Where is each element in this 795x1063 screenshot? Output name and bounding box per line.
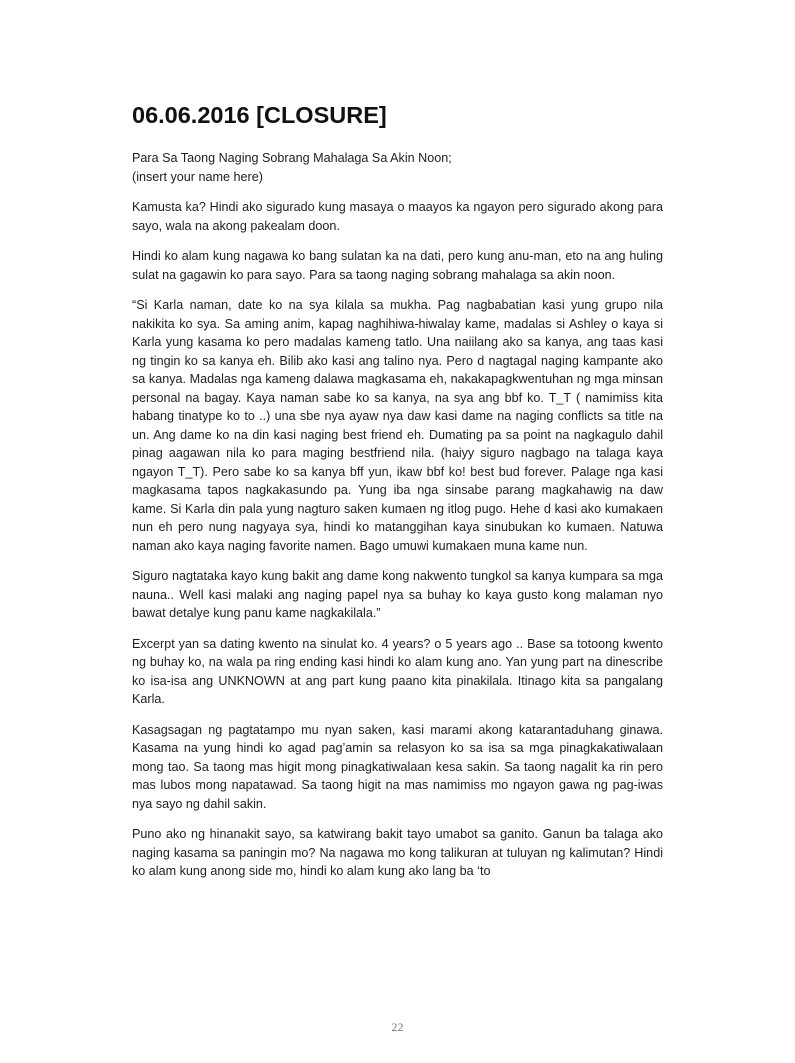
paragraph: Siguro nagtataka kayo kung bakit ang dame kong nakwento tungkol sa kanya kumpara sa mga nauna.. Well kasi malaki ang naging papel nya sa buhay ko kaya gusto kong malaman nyo bawat detalye kung panu kame nagkakilala.” xyxy=(132,569,663,620)
paragraph: Excerpt yan sa dating kwento na sinulat ko. 4 years? o 5 years ago .. Base sa totoong kwento ng buhay ko, na wala pa ring ending kasi hindi ko alam kung ano. Yan yung part na dinescribe ko isa-isa ang UNKNOWN at ang part kung paano kita pinakilala. Itinago kita sa pangalang Karla. xyxy=(132,636,663,706)
paragraph: Hindi ko alam kung nagawa ko bang sulatan ka na dati, pero kung anu-man, eto na ang huling sulat na gagawin ko para sayo. Para sa taong naging sobrang mahalaga sa akin noon. xyxy=(132,249,663,282)
salutation-line: (insert your name here) xyxy=(132,169,263,184)
salutation xyxy=(132,149,663,186)
paragraph: Puno ako ng hinanakit sayo, sa katwirang bakit tayo umabot sa ganito. Ganun ba talaga ako naging kasama sa paningin mo? Na nagawa mo kong talikuran at tuluyan ng kalimutan? Hindi ko alam kung anong side mo, hindi ko alam kung ako lang ba ‘to xyxy=(132,827,663,878)
paragraph: Kamusta ka? Hindi ako sigurado kung masaya o maayos ka ngayon pero sigurado akong para sayo, wala na akong pakealam doon. xyxy=(132,200,663,233)
page-number: 22 xyxy=(391,1020,404,1034)
salutation-line: Para Sa Taong Naging Sobrang Mahalaga Sa Akin Noon; xyxy=(132,151,452,165)
paragraph: “Si Karla naman, date ko na sya kilala sa mukha. Pag nagbabatian kasi yung grupo nila nakikita ko sya. Sa aming anim, kapag naghihiwa-hiwalay kame, madalas si Ashley o kaya si Karla yung kasama ko pero madalas kameng tatlo. Una naiilang ako sa kanya, ang taas kasi ng tingin ko sa kanya eh. Bilib ako kasi ang talino nya. Pero d nagtagal naging kampante ako sa kanya. Madalas nga kameng dalawa magkasama eh, nakakapagkwentuhan ng mga minsan personal na bagay. Kaya naman sabe ko sa kanya, na sya ang bbf ko. T_T ( namimiss kita habang tinatype ko to ..) una sbe nya ayaw nya daw kasi dame na naging conflicts sa title na un. Ang dame ko na din kasi naging best friend eh. Dumating pa sa point na nagkagulo dahil pinag aagawan nila ko para maging bestfriend nila. (haiyy siguro nagbago na talaga kaya ngayon T_T). Pero sabe ko sa kanya bff yun, ikaw bbf ko! best bud forever. Palage nga kasi magkasama tapos nagkakasundo pa. Yung iba nga sinsabe parang magkahawig na daw kame. Si Karla din pala yung nagturo saken kumaen ng itlog pugo. Hehe d kasi ako kumakaen nun eh pero nung nagyaya sya, hindi ko matanggihan kaya sinubukan ko kumaen. Natuwa naman ako kaya naging favorite namen. Bago umuwi kumakaen muna kame nun. xyxy=(132,298,663,553)
paragraph: Kasagsagan ng pagtatampo mu nyan saken, kasi marami akong katarantaduhang ginawa. Kasama na yung hindi ko agad pag’amin sa relasyon ko sa isa sa mga pinagkakatiwalaan mong tao. Sa taong mas higit mong pinagkatiwalaan kesa sakin. Sa taong nagalit ka rin pero mas lubos mong napatawad. Sa taong higit na mas namimiss mo ngayon gawa ng pag-iwas nya sayo ng dahil sakin. xyxy=(132,722,663,811)
page-title: 06.06.2016 [CLOSURE] xyxy=(132,102,387,128)
page-content xyxy=(132,100,663,893)
